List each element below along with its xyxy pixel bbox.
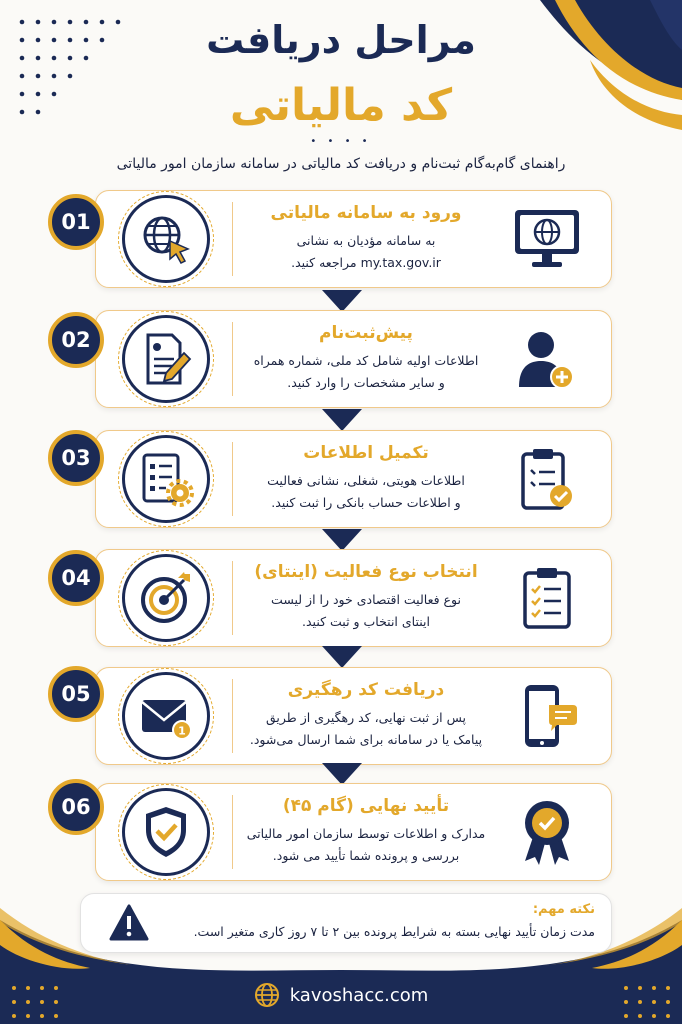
step-text-4 — [238, 562, 494, 633]
target-arrow-icon — [122, 554, 210, 642]
step-desc-line1: پس از ثبت نهایی، کد رهگیری از طریق — [266, 710, 466, 725]
step-desc-line1: اطلاعات اولیه شامل کد ملی، شماره همراه — [253, 353, 479, 368]
step-text-5 — [238, 680, 494, 751]
down-arrow-icon — [322, 763, 362, 785]
award-badge-icon — [512, 797, 582, 867]
step-desc-line2: و سایر مشخصات را وارد کنید. — [287, 375, 445, 390]
list-gear-icon — [122, 435, 210, 523]
step-number-badge: 03 — [48, 430, 104, 486]
step-number-badge: 05 — [48, 666, 104, 722]
monitor-globe-icon — [512, 204, 582, 274]
step-text-6 — [238, 796, 494, 867]
user-add-icon — [512, 324, 582, 394]
phone-message-icon — [512, 681, 582, 751]
document-pen-icon — [122, 315, 210, 403]
step-text-2 — [238, 323, 494, 394]
website-link[interactable]: kavoshacc.com — [289, 984, 429, 1006]
page-title: مراحل دریافت — [206, 18, 476, 62]
step-desc-line1: به سامانه مؤدیان به نشانی — [296, 233, 436, 248]
shield-check-icon — [122, 788, 210, 876]
title-separator: • • • • — [310, 136, 372, 147]
step-number-badge: 02 — [48, 312, 104, 368]
down-arrow-icon — [322, 529, 362, 551]
step-desc-line2: بررسی و پرونده شما تأیید می شود. — [272, 848, 460, 863]
step-divider — [232, 202, 233, 276]
important-note — [80, 893, 612, 953]
checklist-icon — [512, 563, 582, 633]
step-title: دریافت کد رهگیری — [287, 680, 445, 700]
step-text-1 — [238, 203, 494, 274]
down-arrow-icon — [322, 409, 362, 431]
step-title: ورود به سامانه مالیاتی — [270, 203, 462, 223]
svg-text:1: 1 — [178, 724, 186, 738]
step-divider — [232, 442, 233, 516]
step-title: پیش‌ثبت‌نام — [319, 323, 413, 343]
step-title: تکمیل اطلاعات — [303, 443, 429, 463]
globe-icon — [254, 982, 280, 1008]
step-desc-line2: پیامک یا در سامانه برای شما ارسال می‌شود. — [249, 732, 483, 747]
clipboard-check-icon — [512, 444, 582, 514]
page-subtitle: راهنمای گام‌به‌گام ثبت‌نام و دریافت کد مالیاتی در سامانه سازمان امور مالیاتی — [116, 156, 566, 172]
step-desc-line1: مدارک و اطلاعات توسط سازمان امور مالیاتی — [246, 826, 486, 841]
globe-cursor-icon — [122, 195, 210, 283]
step-number-badge: 06 — [48, 779, 104, 835]
step-desc-line2: my.tax.gov.ir مراجعه کنید. — [291, 255, 441, 270]
step-number-badge: 01 — [48, 194, 104, 250]
step-divider — [232, 561, 233, 635]
warning-icon — [109, 904, 149, 942]
down-arrow-icon — [322, 290, 362, 312]
down-arrow-icon — [322, 646, 362, 668]
step-number-badge: 04 — [48, 550, 104, 606]
step-divider — [232, 795, 233, 869]
step-desc-line2: اینتای انتخاب و ثبت کنید. — [302, 614, 430, 629]
step-text-3 — [238, 443, 494, 514]
step-title: تأیید نهایی (گام ۴۵) — [282, 796, 450, 816]
step-divider — [232, 679, 233, 753]
step-desc-line2: و اطلاعات حساب بانکی را ثبت کنید. — [271, 495, 461, 510]
step-desc-line1: نوع فعالیت اقتصادی خود را از لیست — [271, 592, 461, 607]
step-divider — [232, 322, 233, 396]
page-title-highlight: کد مالیاتی — [229, 80, 453, 131]
step-title: انتخاب نوع فعالیت (اینتای) — [254, 562, 478, 582]
envelope-badge-icon — [122, 672, 210, 760]
step-desc-line1: اطلاعات هویتی، شغلی، نشانی فعالیت — [267, 473, 465, 488]
note-text: مدت زمان تأیید نهایی بسته به شرایط پرونده بین ۲ تا ۷ روز کاری متغیر است. — [193, 924, 595, 939]
footer — [0, 982, 682, 1008]
note-title: نکته مهم: — [532, 902, 595, 917]
